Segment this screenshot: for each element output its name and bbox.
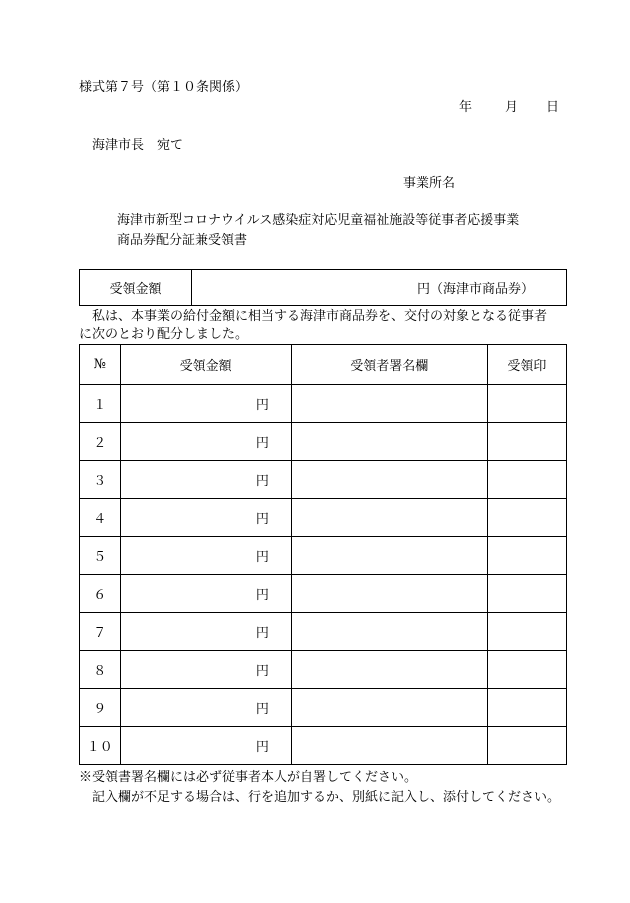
row-signature-field[interactable] [291,423,487,461]
row-signature-field[interactable] [291,537,487,575]
row-number: ８ [80,651,121,689]
date-month: 月 [505,100,519,115]
table-row [80,385,567,423]
table-row [80,423,567,461]
table-row [80,499,567,537]
row-number: ６ [80,575,121,613]
row-signature-field[interactable] [291,727,487,765]
header-signature: 受領者署名欄 [291,345,487,385]
row-number: ３ [80,461,121,499]
row-seal-field[interactable] [487,385,566,423]
row-seal-field[interactable] [487,689,566,727]
received-amount-field[interactable]: 円（海津市商品券） [192,270,567,306]
table-row [80,613,567,651]
row-amount-field[interactable]: 円 [120,689,291,727]
row-seal-field[interactable] [487,575,566,613]
received-amount-box [79,269,567,306]
table-row [80,651,567,689]
row-amount-field[interactable]: 円 [120,461,291,499]
row-amount-field[interactable]: 円 [120,575,291,613]
date-year: 年 [459,100,473,115]
note-line2: 記入欄が不足する場合は、行を追加するか、別紙に記入し、添付してください。 [92,790,561,805]
date-line [459,100,559,116]
row-amount-field[interactable]: 円 [120,423,291,461]
addressee: 海津市長 宛て [92,138,184,153]
row-number: ４ [80,499,121,537]
row-signature-field[interactable] [291,651,487,689]
row-signature-field[interactable] [291,385,487,423]
row-signature-field[interactable] [291,613,487,651]
row-amount-field[interactable]: 円 [120,613,291,651]
header-no: № [80,345,121,385]
row-seal-field[interactable] [487,461,566,499]
row-amount-field[interactable]: 円 [120,499,291,537]
row-seal-field[interactable] [487,537,566,575]
table-row [80,575,567,613]
row-seal-field[interactable] [487,613,566,651]
document-title-line2: 商品券配分証兼受領書 [117,233,248,248]
row-seal-field[interactable] [487,423,566,461]
row-seal-field[interactable] [487,651,566,689]
received-amount-label: 受領金額 [80,270,192,306]
row-amount-field[interactable]: 円 [120,651,291,689]
office-name-label: 事業所名 [403,176,456,191]
row-signature-field[interactable] [291,461,487,499]
table-row [80,537,567,575]
distribution-table [79,344,567,765]
table-header-row [80,345,567,385]
row-signature-field[interactable] [291,499,487,537]
header-seal: 受領印 [487,345,566,385]
note-line1: ※受領書署名欄には必ず従事者本人が自署してください。 [79,770,418,785]
header-amount: 受領金額 [120,345,291,385]
intro-text-line2: に次のとおり配分しました。 [79,327,249,342]
row-seal-field[interactable] [487,727,566,765]
table-row [80,689,567,727]
table-row [80,727,567,765]
row-number: ５ [80,537,121,575]
document-title-line1: 海津市新型コロナウイルス感染症対応児童福祉施設等従事者応援事業 [117,213,520,228]
row-number: ７ [80,613,121,651]
row-number: ９ [80,689,121,727]
row-number: １０ [80,727,121,765]
row-amount-field[interactable]: 円 [120,385,291,423]
row-amount-field[interactable]: 円 [120,727,291,765]
row-number: １ [80,385,121,423]
row-signature-field[interactable] [291,689,487,727]
row-seal-field[interactable] [487,499,566,537]
date-day: 日 [546,100,560,115]
intro-text-line1: 私は、本事業の給付金額に相当する海津市商品券を、交付の対象となる従事者 [92,309,548,324]
row-number: ２ [80,423,121,461]
table-row [80,461,567,499]
row-signature-field[interactable] [291,575,487,613]
row-amount-field[interactable]: 円 [120,537,291,575]
form-number: 様式第７号（第１０条関係） [79,80,249,95]
